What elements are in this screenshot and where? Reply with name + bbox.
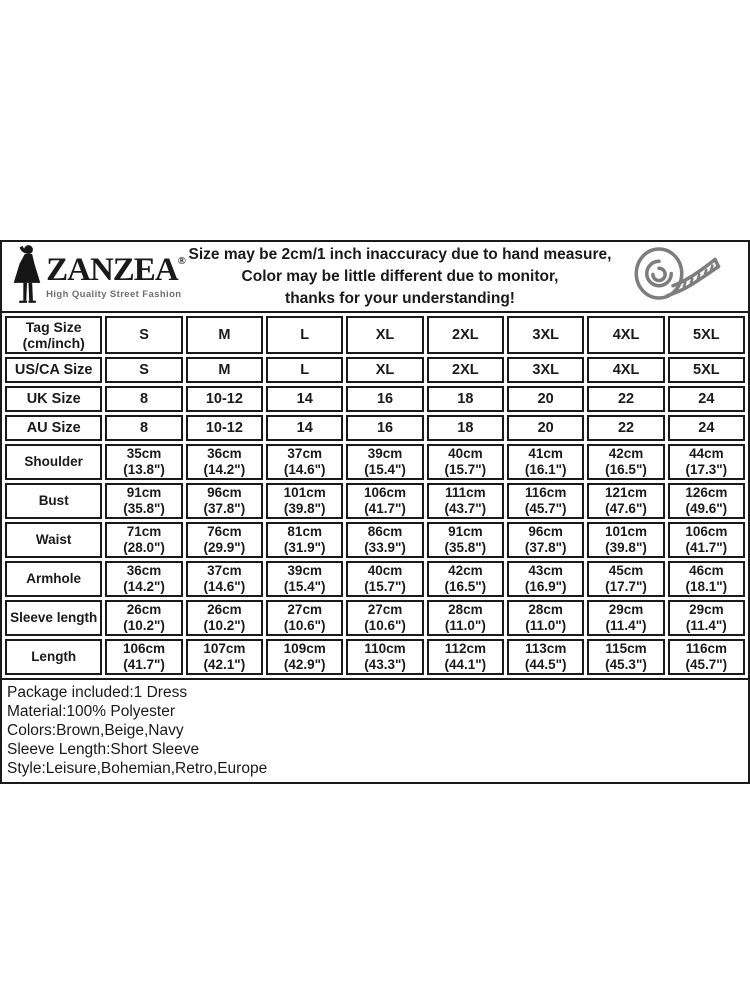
measurement-cell: 113cm (44.5") <box>507 639 584 675</box>
measurement-cell: 121cm (47.6") <box>587 483 664 519</box>
measurement-cell: 107cm (42.1") <box>186 639 263 675</box>
size-cell: L <box>266 357 343 383</box>
measurement-cell: 40cm (15.7") <box>346 561 423 597</box>
size-cell: 3XL <box>507 316 584 354</box>
measurement-cell: 36cm (14.2") <box>105 561 182 597</box>
registered-mark: ® <box>177 254 186 267</box>
row-label: Armhole <box>5 561 102 597</box>
measurement-cell: 28cm (11.0") <box>427 600 504 636</box>
detail-line: Style:Leisure,Bohemian,Retro,Europe <box>7 760 268 777</box>
size-cell: 16 <box>346 386 423 412</box>
measurement-cell: 45cm (17.7") <box>587 561 664 597</box>
measurement-cell: 26cm (10.2") <box>105 600 182 636</box>
size-cell: 24 <box>668 386 745 412</box>
table-row <box>5 600 745 636</box>
table-row <box>5 561 745 597</box>
detail-line: Sleeve Length:Short Sleeve <box>7 741 200 758</box>
row-label: UK Size <box>5 386 102 412</box>
measurement-cell: 91cm (35.8") <box>105 483 182 519</box>
table-row <box>5 444 745 480</box>
measurement-cell: 28cm (11.0") <box>507 600 584 636</box>
measurement-cell: 126cm (49.6") <box>668 483 745 519</box>
row-label: Shoulder <box>5 444 102 480</box>
measurement-cell: 106cm (41.7") <box>105 639 182 675</box>
fashion-figure-icon <box>10 243 44 310</box>
size-cell: 14 <box>266 386 343 412</box>
measurement-cell: 71cm (28.0") <box>105 522 182 558</box>
size-cell: 3XL <box>507 357 584 383</box>
size-cell: 22 <box>587 415 664 441</box>
row-label: Sleeve length <box>5 600 102 636</box>
measurement-cell: 91cm (35.8") <box>427 522 504 558</box>
size-table-zone <box>2 313 748 678</box>
size-cell: 2XL <box>427 357 504 383</box>
size-cell: 8 <box>105 386 182 412</box>
measurement-cell: 27cm (10.6") <box>266 600 343 636</box>
size-cell: 18 <box>427 386 504 412</box>
size-cell: 16 <box>346 415 423 441</box>
measurement-cell: 43cm (16.9") <box>507 561 584 597</box>
size-cell: XL <box>346 316 423 354</box>
measurement-cell: 42cm (16.5") <box>427 561 504 597</box>
size-cell: 10-12 <box>186 415 263 441</box>
row-label: AU Size <box>5 415 102 441</box>
size-cell: 4XL <box>587 357 664 383</box>
table-row <box>5 415 745 441</box>
measurement-cell: 76cm (29.9") <box>186 522 263 558</box>
measurement-cell: 41cm (16.1") <box>507 444 584 480</box>
measurement-cell: 110cm (43.3") <box>346 639 423 675</box>
measurement-cell: 27cm (10.6") <box>346 600 423 636</box>
measurement-cell: 96cm (37.8") <box>186 483 263 519</box>
measurement-cell: 115cm (45.3") <box>587 639 664 675</box>
disclaimer-text <box>188 244 612 310</box>
measurement-cell: 36cm (14.2") <box>186 444 263 480</box>
measurement-cell: 39cm (15.4") <box>266 561 343 597</box>
measurement-cell: 112cm (44.1") <box>427 639 504 675</box>
measurement-cell: 40cm (15.7") <box>427 444 504 480</box>
size-cell: 5XL <box>668 357 745 383</box>
size-cell: 20 <box>507 386 584 412</box>
measurement-cell: 81cm (31.9") <box>266 522 343 558</box>
disclaimer-line-1: Size may be 2cm/1 inch inaccuracy due to hand measure, <box>188 245 612 263</box>
size-cell: 4XL <box>587 316 664 354</box>
brand-logo <box>2 243 188 310</box>
size-cell: 2XL <box>427 316 504 354</box>
row-label: Bust <box>5 483 102 519</box>
measurement-cell: 109cm (42.9") <box>266 639 343 675</box>
measurement-cell: 46cm (18.1") <box>668 561 745 597</box>
size-cell: 5XL <box>668 316 745 354</box>
disclaimer-line-2: Color may be little different due to monitor, <box>241 267 559 285</box>
detail-line: Package included:1 Dress <box>7 684 188 701</box>
size-table <box>2 313 748 678</box>
table-row <box>5 522 745 558</box>
size-cell: 22 <box>587 386 664 412</box>
size-cell: M <box>186 357 263 383</box>
measurement-cell: 35cm (13.8") <box>105 444 182 480</box>
measurement-cell: 39cm (15.4") <box>346 444 423 480</box>
measurement-cell: 44cm (17.3") <box>668 444 745 480</box>
measurement-cell: 116cm (45.7") <box>507 483 584 519</box>
measurement-cell: 106cm (41.7") <box>346 483 423 519</box>
measurement-cell: 86cm (33.9") <box>346 522 423 558</box>
size-cell: XL <box>346 357 423 383</box>
measurement-cell: 111cm (43.7") <box>427 483 504 519</box>
table-row <box>5 357 745 383</box>
measurement-cell: 37cm (14.6") <box>266 444 343 480</box>
measurement-cell: 37cm (14.6") <box>186 561 263 597</box>
table-row <box>5 316 745 354</box>
table-row <box>5 483 745 519</box>
size-cell: 18 <box>427 415 504 441</box>
brand-tagline: High Quality Street Fashion <box>46 288 182 300</box>
measurement-cell: 26cm (10.2") <box>186 600 263 636</box>
measurement-cell: 29cm (11.4") <box>668 600 745 636</box>
size-cell: S <box>105 316 182 354</box>
row-label: US/CA Size <box>5 357 102 383</box>
size-table-body <box>5 316 745 675</box>
detail-line: Material:100% Polyester <box>7 703 175 720</box>
size-chart-sheet <box>0 240 750 784</box>
measuring-tape-icon <box>612 242 748 312</box>
size-cell: 24 <box>668 415 745 441</box>
measurement-cell: 29cm (11.4") <box>587 600 664 636</box>
measurement-cell: 101cm (39.8") <box>587 522 664 558</box>
measurement-cell: 101cm (39.8") <box>266 483 343 519</box>
size-cell: L <box>266 316 343 354</box>
disclaimer-line-3: thanks for your understanding! <box>285 289 515 307</box>
row-label: Length <box>5 639 102 675</box>
product-details <box>2 678 748 782</box>
header-band <box>2 242 748 313</box>
row-label: Tag Size (cm/inch) <box>5 316 102 354</box>
size-cell: 8 <box>105 415 182 441</box>
measurement-cell: 96cm (37.8") <box>507 522 584 558</box>
size-cell: M <box>186 316 263 354</box>
table-row <box>5 639 745 675</box>
size-cell: S <box>105 357 182 383</box>
measurement-cell: 106cm (41.7") <box>668 522 745 558</box>
brand-name: ZANZEA® <box>46 251 186 288</box>
detail-line: Colors:Brown,Beige,Navy <box>7 722 184 739</box>
measurement-cell: 116cm (45.7") <box>668 639 745 675</box>
size-cell: 10-12 <box>186 386 263 412</box>
size-cell: 14 <box>266 415 343 441</box>
table-row <box>5 386 745 412</box>
size-cell: 20 <box>507 415 584 441</box>
measurement-cell: 42cm (16.5") <box>587 444 664 480</box>
row-label: Waist <box>5 522 102 558</box>
